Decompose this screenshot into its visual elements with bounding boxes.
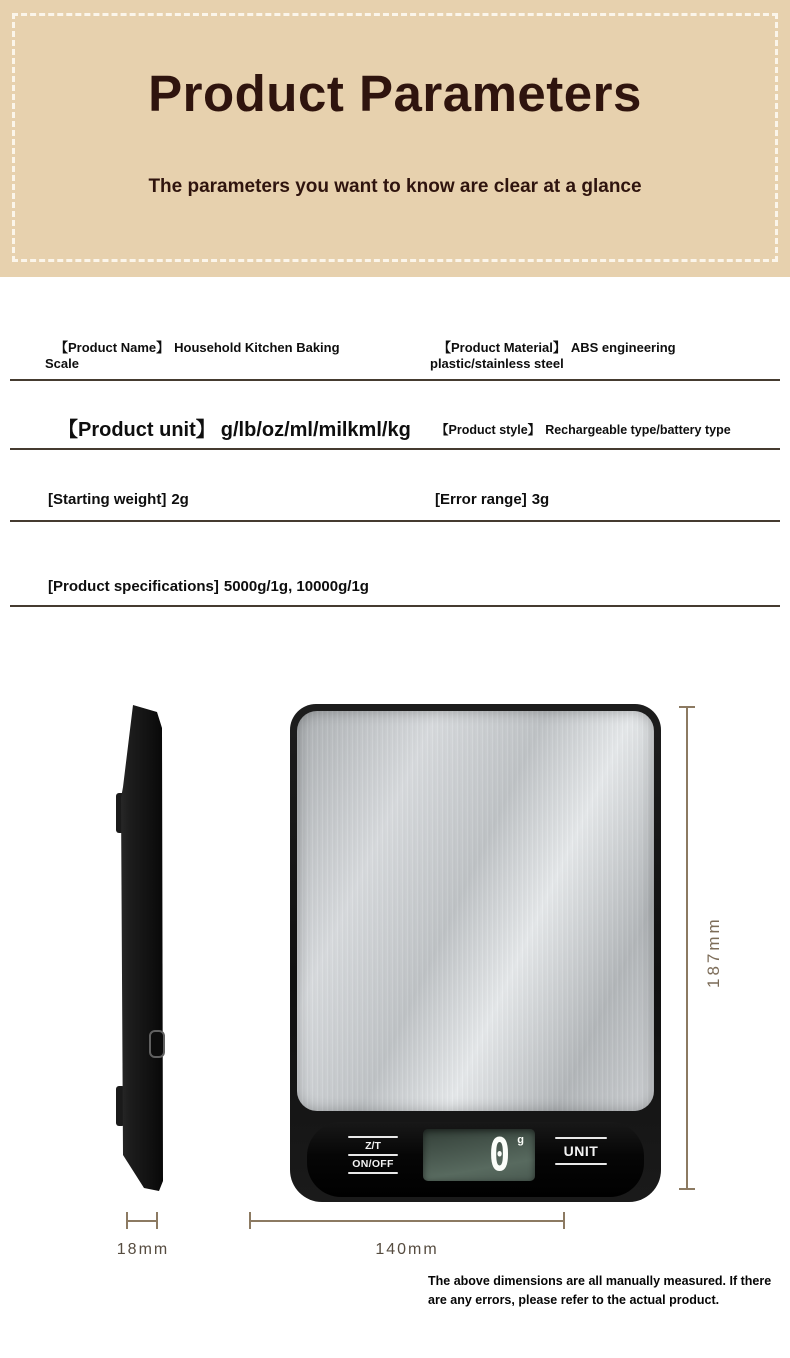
dimension-cap	[126, 1212, 128, 1229]
page-subtitle: The parameters you want to know are clear at a glance	[148, 176, 642, 197]
page-title: Product Parameters	[148, 65, 642, 122]
dimension-cap	[563, 1212, 565, 1229]
steel-platform	[297, 711, 654, 1111]
tare-onoff-button	[348, 1134, 398, 1176]
spec-value: Rechargeable type/battery type	[545, 423, 731, 437]
divider-line	[10, 448, 780, 450]
button-line	[348, 1172, 398, 1174]
button-line	[555, 1163, 607, 1165]
spec-value: 2g	[171, 491, 189, 508]
unit-button	[555, 1135, 607, 1167]
spec-starting-weight	[48, 491, 189, 508]
lcd-display	[423, 1129, 535, 1181]
thickness-dimension-label: 18mm	[116, 1241, 170, 1258]
height-dimension-line	[686, 707, 688, 1189]
spec-value: 3g	[531, 491, 550, 508]
width-dimension-label: 140mm	[375, 1241, 439, 1258]
tare-label: Z/T	[365, 1140, 381, 1152]
usb-port	[149, 1030, 165, 1058]
spec-product-style	[436, 420, 731, 438]
dimension-cap	[249, 1212, 251, 1229]
spec-product-specifications	[48, 578, 369, 595]
unit-label: UNIT	[563, 1143, 599, 1159]
spec-product-unit	[58, 413, 411, 442]
measurement-disclaimer: The above dimensions are all manually measured. If there are any errors, please refer to the actual product.	[428, 1274, 772, 1307]
spec-value: g/lb/oz/ml/milkml/kg	[220, 419, 411, 441]
dimension-cap	[679, 1188, 695, 1190]
divider-line	[10, 379, 780, 381]
control-panel	[307, 1122, 644, 1197]
scale-body	[290, 704, 661, 1202]
spec-label: [Product specifications]	[48, 578, 219, 595]
dimension-cap	[679, 706, 695, 708]
spec-label: 【Product Material】	[438, 340, 566, 355]
spec-product-material	[430, 340, 765, 373]
spec-error-range	[435, 491, 549, 508]
scale-side-view	[115, 703, 167, 1193]
spec-label: 【Product style】	[436, 423, 541, 437]
spec-value: 5000g/1g, 10000g/1g	[223, 578, 369, 595]
display-value: 0	[488, 1128, 511, 1182]
scale-top-view	[290, 704, 661, 1202]
divider-line	[10, 520, 780, 522]
button-line	[348, 1136, 398, 1138]
button-line	[348, 1154, 398, 1156]
thickness-dimension-line	[127, 1220, 158, 1222]
onoff-label: ON/OFF	[352, 1158, 394, 1170]
spec-value: ABS engineering plastic/stainless steel	[430, 340, 676, 372]
width-dimension-line	[250, 1220, 565, 1222]
spec-label: [Error range]	[435, 491, 527, 508]
display-unit: g	[517, 1134, 524, 1146]
spec-label: 【Product unit】	[58, 419, 216, 441]
height-dimension-label: 187mm	[704, 916, 723, 988]
spec-value: Household Kitchen Baking Scale	[45, 340, 340, 372]
divider-line	[10, 605, 780, 607]
dashed-border	[12, 13, 778, 262]
dimension-cap	[156, 1212, 158, 1229]
spec-product-name	[45, 340, 357, 373]
spec-label: [Starting weight]	[48, 491, 167, 508]
button-line	[555, 1137, 607, 1139]
header-banner	[0, 0, 790, 277]
spec-label: 【Product Name】	[55, 340, 170, 355]
